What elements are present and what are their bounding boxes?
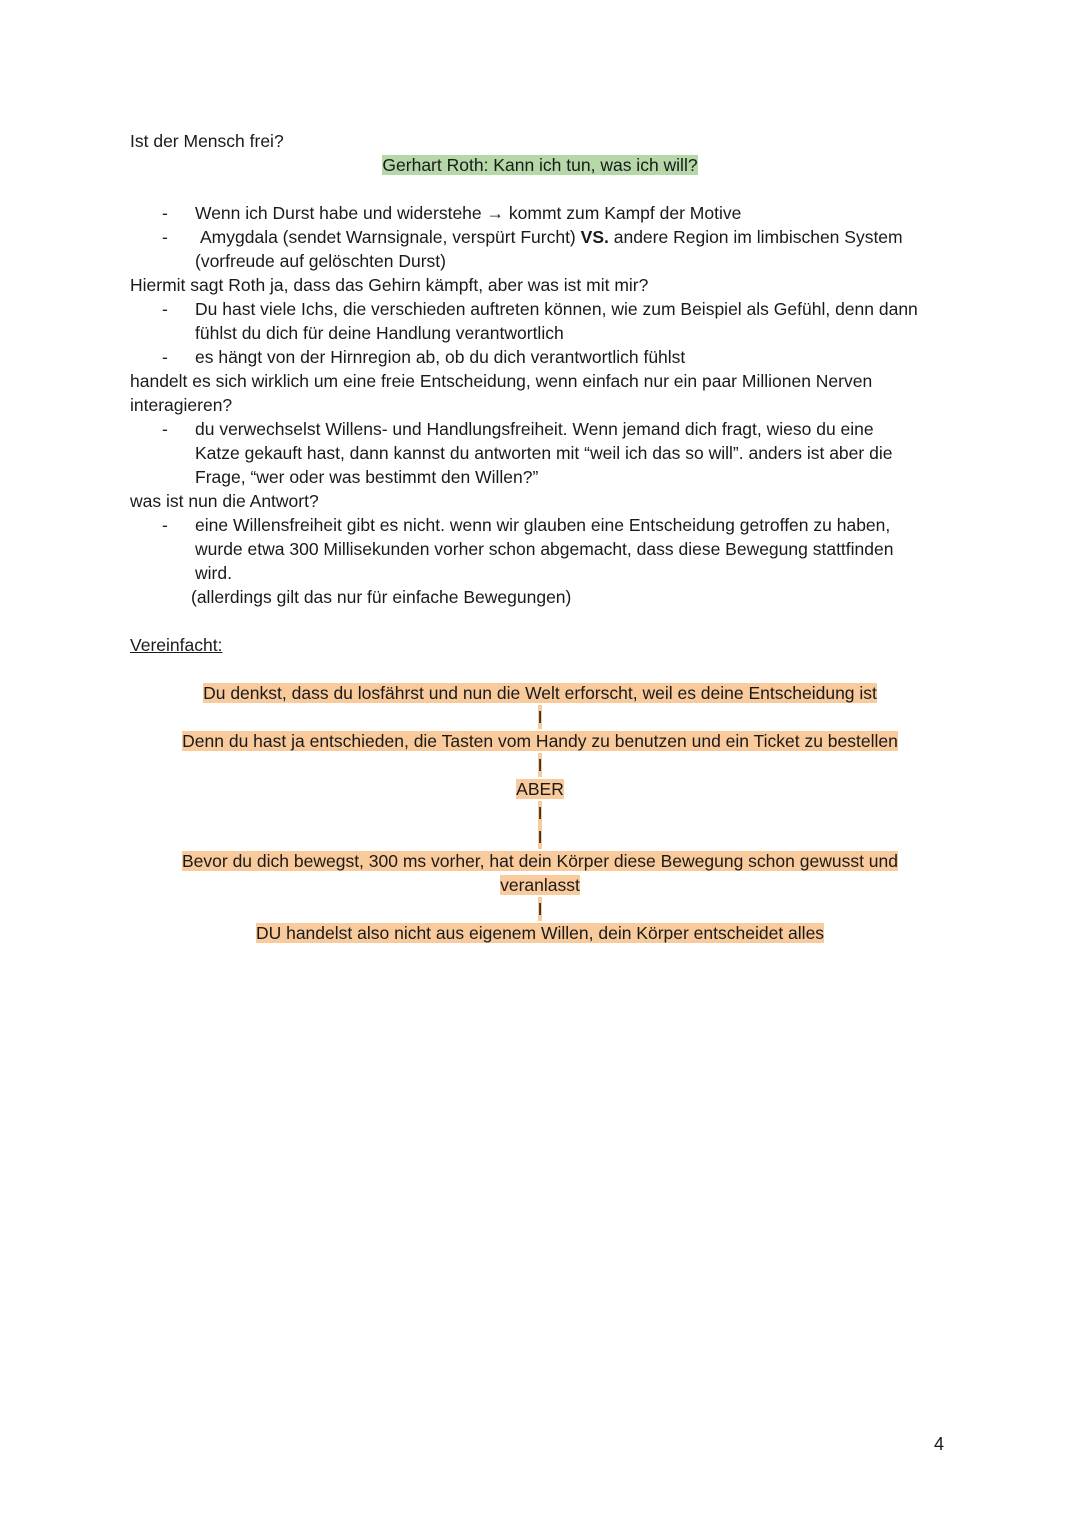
bullet-thirst-text: Wenn ich Durst habe und widerstehe <box>195 203 482 223</box>
bullet-amygdala-line2: (vorfreude auf gelöschten Durst) <box>195 251 446 271</box>
flow-aber <box>0 777 1080 801</box>
bullet-antwort-line1: eine Willensfreiheit gibt es nicht. wenn wir glauben eine Entscheidung getroffen zu haben, <box>195 515 891 535</box>
bullet-thirst <box>195 201 741 225</box>
bullet-dash: - <box>162 203 168 223</box>
connector-bar: I <box>537 803 543 823</box>
bullet-dash: - <box>162 515 168 535</box>
bullet-amygdala-after: andere Region im limbischen System <box>613 227 903 247</box>
bullet-hirnregion: es hängt von der Hirnregion ab, ob du dich verantwortlich fühlst <box>195 347 686 367</box>
bullet-antwort-line3: wird. <box>195 563 232 583</box>
flow-step-1 <box>0 681 1080 705</box>
bullet-willen-line2: Katze gekauft hast, dann kannst du antworten mit “weil ich das so will”. anders ist aber die <box>195 443 893 463</box>
flow-step-1-text: Du denkst, dass du losfährst und nun die Welt erforscht, weil es deine Entscheidung ist <box>203 683 877 703</box>
flow-connector <box>0 825 1080 849</box>
page-number: 4 <box>934 1434 945 1454</box>
flow-step-2-text: Denn du hast ja entschieden, die Tasten vom Handy zu benutzen und ein Ticket zu bestellen <box>182 731 898 751</box>
connector-bar: I <box>537 827 543 847</box>
flow-connector <box>0 705 1080 729</box>
flow-step-3-line1 <box>0 849 1080 873</box>
flow-step-2 <box>0 729 1080 753</box>
flow-connector <box>0 753 1080 777</box>
flow-step-3-text: veranlasst <box>500 875 580 895</box>
question-2-line1: handelt es sich wirklich um eine freie Entscheidung, wenn einfach nur ein paar Millionen Nerven <box>130 371 873 391</box>
heading: Ist der Mensch frei? <box>130 131 284 151</box>
arrow-icon: → <box>486 203 505 223</box>
connector-bar: I <box>537 755 543 775</box>
question-3: was ist nun die Antwort? <box>130 491 319 511</box>
bullet-amygdala-text: Amygdala (sendet Warnsignale, verspürt Furcht) <box>200 227 576 247</box>
bullet-willen-line1: du verwechselst Willens- und Handlungsfreiheit. Wenn jemand dich fragt, wieso du eine <box>195 419 874 439</box>
bullet-amygdala <box>200 225 903 249</box>
bullet-willen-line3: Frage, “wer oder was bestimmt den Willen?” <box>195 467 539 487</box>
subtitle <box>0 153 1080 177</box>
connector-bar: I <box>537 899 543 919</box>
subtitle-text: Gerhart Roth: Kann ich tun, was ich will? <box>382 155 698 175</box>
flow-step-3-text: Bevor du dich bewegst, 300 ms vorher, hat dein Körper diese Bewegung schon gewusst und <box>182 851 898 871</box>
simplified-label: Vereinfacht: <box>130 635 223 655</box>
flow-step-4 <box>0 921 1080 945</box>
bullet-thirst-result: kommt zum Kampf der Motive <box>508 203 742 223</box>
question-2-line2: interagieren? <box>130 395 233 415</box>
bullet-ichs-line1: Du hast viele Ichs, die verschieden auftreten können, wie zum Beispiel als Gefühl, denn dann <box>195 299 918 319</box>
bullet-ichs-line2: fühlst du dich für deine Handlung verantwortlich <box>195 323 564 343</box>
flow-connector <box>0 801 1080 825</box>
bullet-dash: - <box>162 299 168 319</box>
flow-step-3-line2 <box>0 873 1080 897</box>
bullet-antwort-note: (allerdings gilt das nur für einfache Bewegungen) <box>191 587 572 607</box>
bullet-antwort-line2: wurde etwa 300 Millisekunden vorher schon abgemacht, dass diese Bewegung stattfinden <box>195 539 894 559</box>
bullet-dash: - <box>162 227 168 247</box>
question-1: Hiermit sagt Roth ja, dass das Gehirn kämpft, aber was ist mit mir? <box>130 275 649 295</box>
connector-bar: I <box>537 707 543 727</box>
flow-step-4-text: DU handelst also nicht aus eigenem Willen, dein Körper entscheidet alles <box>255 923 825 943</box>
bullet-dash: - <box>162 347 168 367</box>
flow-aber-text: ABER <box>516 779 564 799</box>
bullet-amygdala-vs: VS. <box>580 227 609 247</box>
bullet-dash: - <box>162 419 168 439</box>
flow-connector <box>0 897 1080 921</box>
